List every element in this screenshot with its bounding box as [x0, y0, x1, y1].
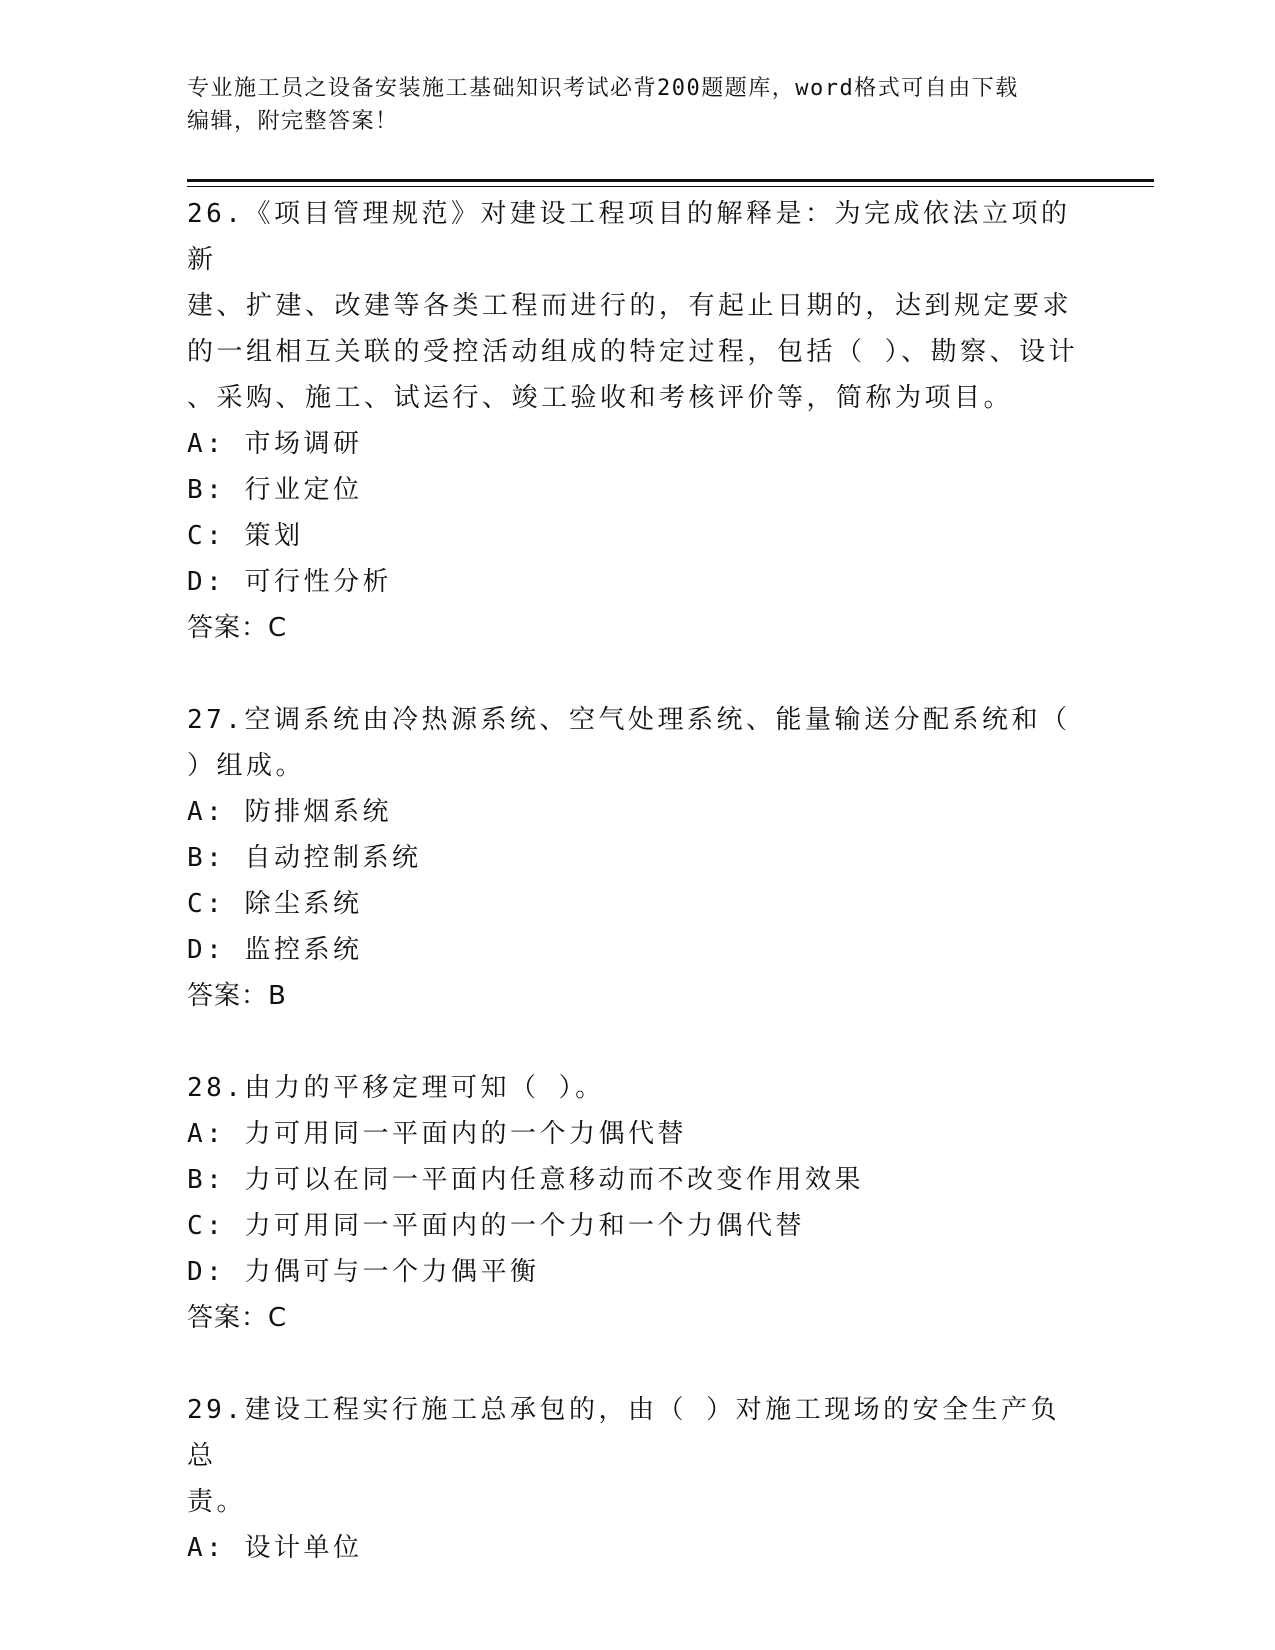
question-stem-line: 的一组相互关联的受控活动组成的特定过程，包括（ ）、勘察、设计 [187, 337, 1079, 367]
answer: 答案：C [187, 613, 288, 643]
question-stem-line: 26.《项目管理规范》对建设工程项目的解释是：为完成依法立项的新 [187, 199, 1071, 275]
option-a: A: 防排烟系统 [187, 797, 392, 827]
question-29 [187, 1387, 1087, 1571]
option-d: D: 监控系统 [187, 935, 363, 965]
header-divider-thin [187, 186, 1154, 187]
option-b: B: 力可以在同一平面内任意移动而不改变作用效果 [187, 1165, 864, 1195]
question-stem-line: 27.空调系统由冷热源系统、空气处理系统、能量输送分配系统和（ [187, 705, 1071, 735]
question-stem-line: 、采购、施工、试运行、竣工验收和考核评价等，简称为项目。 [187, 383, 1014, 413]
document-header [187, 72, 1087, 138]
answer: 答案：C [187, 1303, 288, 1333]
spacer [187, 1341, 1087, 1387]
header-line-1: 专业施工员之设备安装施工基础知识考试必背200题题库，word格式可自由下载 [187, 76, 1019, 101]
option-b: B: 行业定位 [187, 475, 363, 505]
question-stem-line: 建、扩建、改建等各类工程而进行的，有起止日期的，达到规定要求 [187, 291, 1073, 321]
option-a: A: 设计单位 [187, 1533, 363, 1563]
question-list [187, 191, 1087, 1571]
option-d: D: 可行性分析 [187, 567, 392, 597]
question-27 [187, 697, 1087, 1019]
question-stem-line: 29.建设工程实行施工总承包的，由（ ）对施工现场的安全生产负总 [187, 1395, 1061, 1471]
question-26 [187, 191, 1087, 651]
spacer [187, 1019, 1087, 1065]
option-b: B: 自动控制系统 [187, 843, 422, 873]
option-c: C: 力可用同一平面内的一个力和一个力偶代替 [187, 1211, 805, 1241]
question-stem-line: ）组成。 [187, 751, 306, 781]
header-divider-thick [187, 179, 1154, 182]
answer: 答案：B [187, 981, 287, 1011]
question-28 [187, 1065, 1087, 1341]
header-line-2: 编辑，附完整答案！ [187, 109, 399, 134]
option-a: A: 市场调研 [187, 429, 363, 459]
option-c: C: 除尘系统 [187, 889, 363, 919]
spacer [187, 651, 1087, 697]
question-stem-line: 责。 [187, 1487, 247, 1517]
option-d: D: 力偶可与一个力偶平衡 [187, 1257, 540, 1287]
question-stem-line: 28.由力的平移定理可知（ ）。 [187, 1073, 605, 1103]
option-a: A: 力可用同一平面内的一个力偶代替 [187, 1119, 687, 1149]
option-c: C: 策划 [187, 521, 304, 551]
